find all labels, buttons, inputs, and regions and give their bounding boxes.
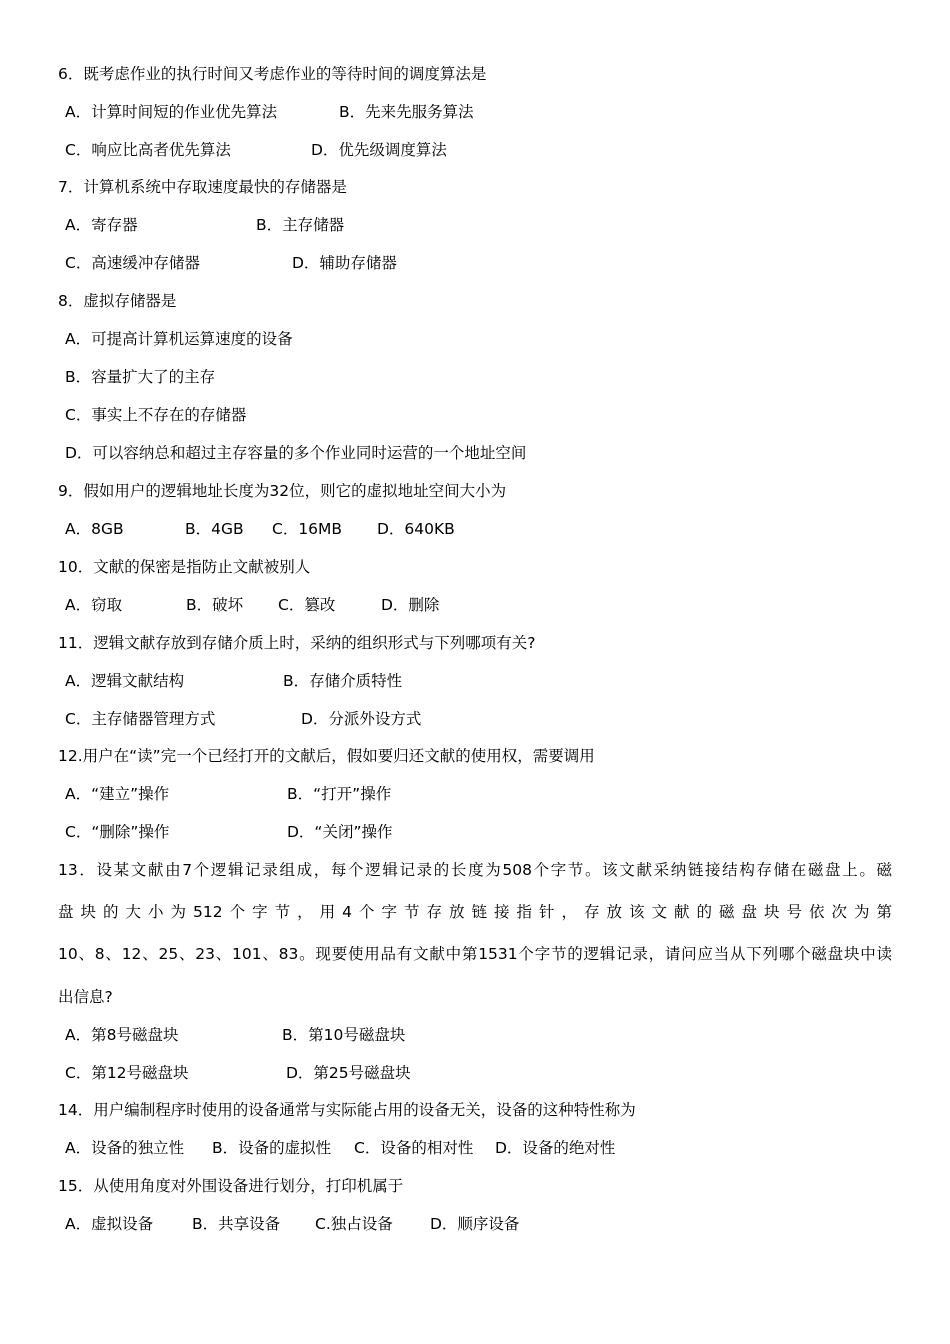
- question-14-option-d: D．设备的绝对性: [495, 1139, 616, 1157]
- question-10-option-b: B．破坏: [186, 596, 244, 614]
- question-10-option-a: A．窃取: [65, 596, 123, 614]
- question-12-option-b: B．“打开”操作: [287, 785, 392, 803]
- question-12-option-a: A．“建立”操作: [65, 785, 170, 803]
- question-14-stem: 14．用户编制程序时使用的设备通常与实际能占用的设备无关，设备的这种特性称为: [58, 1101, 636, 1119]
- question-6-stem: 6．既考虑作业的执行时间又考虑作业的等待时间的调度算法是: [58, 65, 487, 83]
- question-6-option-c: C．响应比高者优先算法: [65, 141, 231, 159]
- question-14-option-c: C．设备的相对性: [354, 1139, 474, 1157]
- question-8-option-c: C．事实上不存在的存储器: [65, 406, 247, 424]
- question-6-option-b: B．先来先服务算法: [339, 103, 474, 121]
- question-11-option-b: B．存储介质特性: [283, 672, 403, 690]
- question-13-stem-line-3: 10、8、12、25、23、101、83。现要使用品有文献中第1531个字节的逻辑记录，请问应当从下列哪个磁盘块中读: [58, 945, 892, 963]
- question-12-option-d: D．“关闭”操作: [287, 823, 393, 841]
- question-12-option-c: C．“删除”操作: [65, 823, 170, 841]
- question-11-option-a: A．逻辑文献结构: [65, 672, 185, 690]
- question-15-option-a: A．虚拟设备: [65, 1215, 154, 1233]
- question-15-option-c: C.独占设备: [315, 1215, 393, 1233]
- question-8-option-a: A．可提高计算机运算速度的设备: [65, 330, 293, 348]
- question-9-stem: 9．假如用户的逻辑地址长度为32位，则它的虚拟地址空间大小为: [58, 482, 507, 500]
- question-7-stem: 7．计算机系统中存取速度最快的存储器是: [58, 178, 347, 196]
- question-7-option-b: B．主存储器: [256, 216, 345, 234]
- question-11-option-d: D．分派外设方式: [301, 710, 422, 728]
- question-15-option-b: B．共享设备: [192, 1215, 281, 1233]
- question-10-option-d: D．删除: [381, 596, 440, 614]
- question-7-option-a: A．寄存器: [65, 216, 138, 234]
- question-13-stem-line-1: 13．设某文献由7个逻辑记录组成，每个逻辑记录的长度为508个字节。该文献采纳链接结构存储在磁盘上。磁: [58, 861, 892, 879]
- question-11-stem: 11．逻辑文献存放到存储介质上时，采纳的组织形式与下列哪项有关?: [58, 634, 536, 652]
- question-13-stem-line-4: 出信息?: [58, 988, 113, 1006]
- question-13-option-a: A．第8号磁盘块: [65, 1026, 179, 1044]
- question-9-option-d: D．640KB: [377, 520, 455, 538]
- question-8-option-d: D．可以容纳总和超过主存容量的多个作业同时运营的一个地址空间: [65, 444, 527, 462]
- question-13-option-c: C．第12号磁盘块: [65, 1064, 189, 1082]
- question-15-stem: 15．从使用角度对外围设备进行划分，打印机属于: [58, 1177, 404, 1195]
- question-12-stem: 12.用户在“读”完一个已经打开的文献后，假如要归还文献的使用权，需要调用: [58, 747, 595, 765]
- question-8-option-b: B．容量扩大了的主存: [65, 368, 216, 386]
- question-7-option-d: D．辅助存储器: [292, 254, 397, 272]
- question-11-option-c: C．主存储器管理方式: [65, 710, 216, 728]
- question-10-option-c: C．篡改: [278, 596, 336, 614]
- question-6-option-a: A．计算时间短的作业优先算法: [65, 103, 278, 121]
- question-9-option-c: C．16MB: [272, 520, 343, 538]
- question-14-option-b: B．设备的虚拟性: [212, 1139, 332, 1157]
- question-9-option-b: B．4GB: [185, 520, 244, 538]
- question-13-option-b: B．第10号磁盘块: [282, 1026, 406, 1044]
- question-10-stem: 10．文献的保密是指防止文献被别人: [58, 558, 311, 576]
- question-13-option-d: D．第25号磁盘块: [286, 1064, 411, 1082]
- question-9-option-a: A．8GB: [65, 520, 124, 538]
- question-15-option-d: D．顺序设备: [430, 1215, 520, 1233]
- question-7-option-c: C．高速缓冲存储器: [65, 254, 200, 272]
- question-8-stem: 8．虚拟存储器是: [58, 292, 177, 310]
- question-6-option-d: D．优先级调度算法: [311, 141, 447, 159]
- question-14-option-a: A．设备的独立性: [65, 1139, 185, 1157]
- question-13-stem-line-2: 盘块的大小为512个字节，用4个字节存放链接指针，存放该文献的磁盘块号依次为第: [58, 903, 892, 921]
